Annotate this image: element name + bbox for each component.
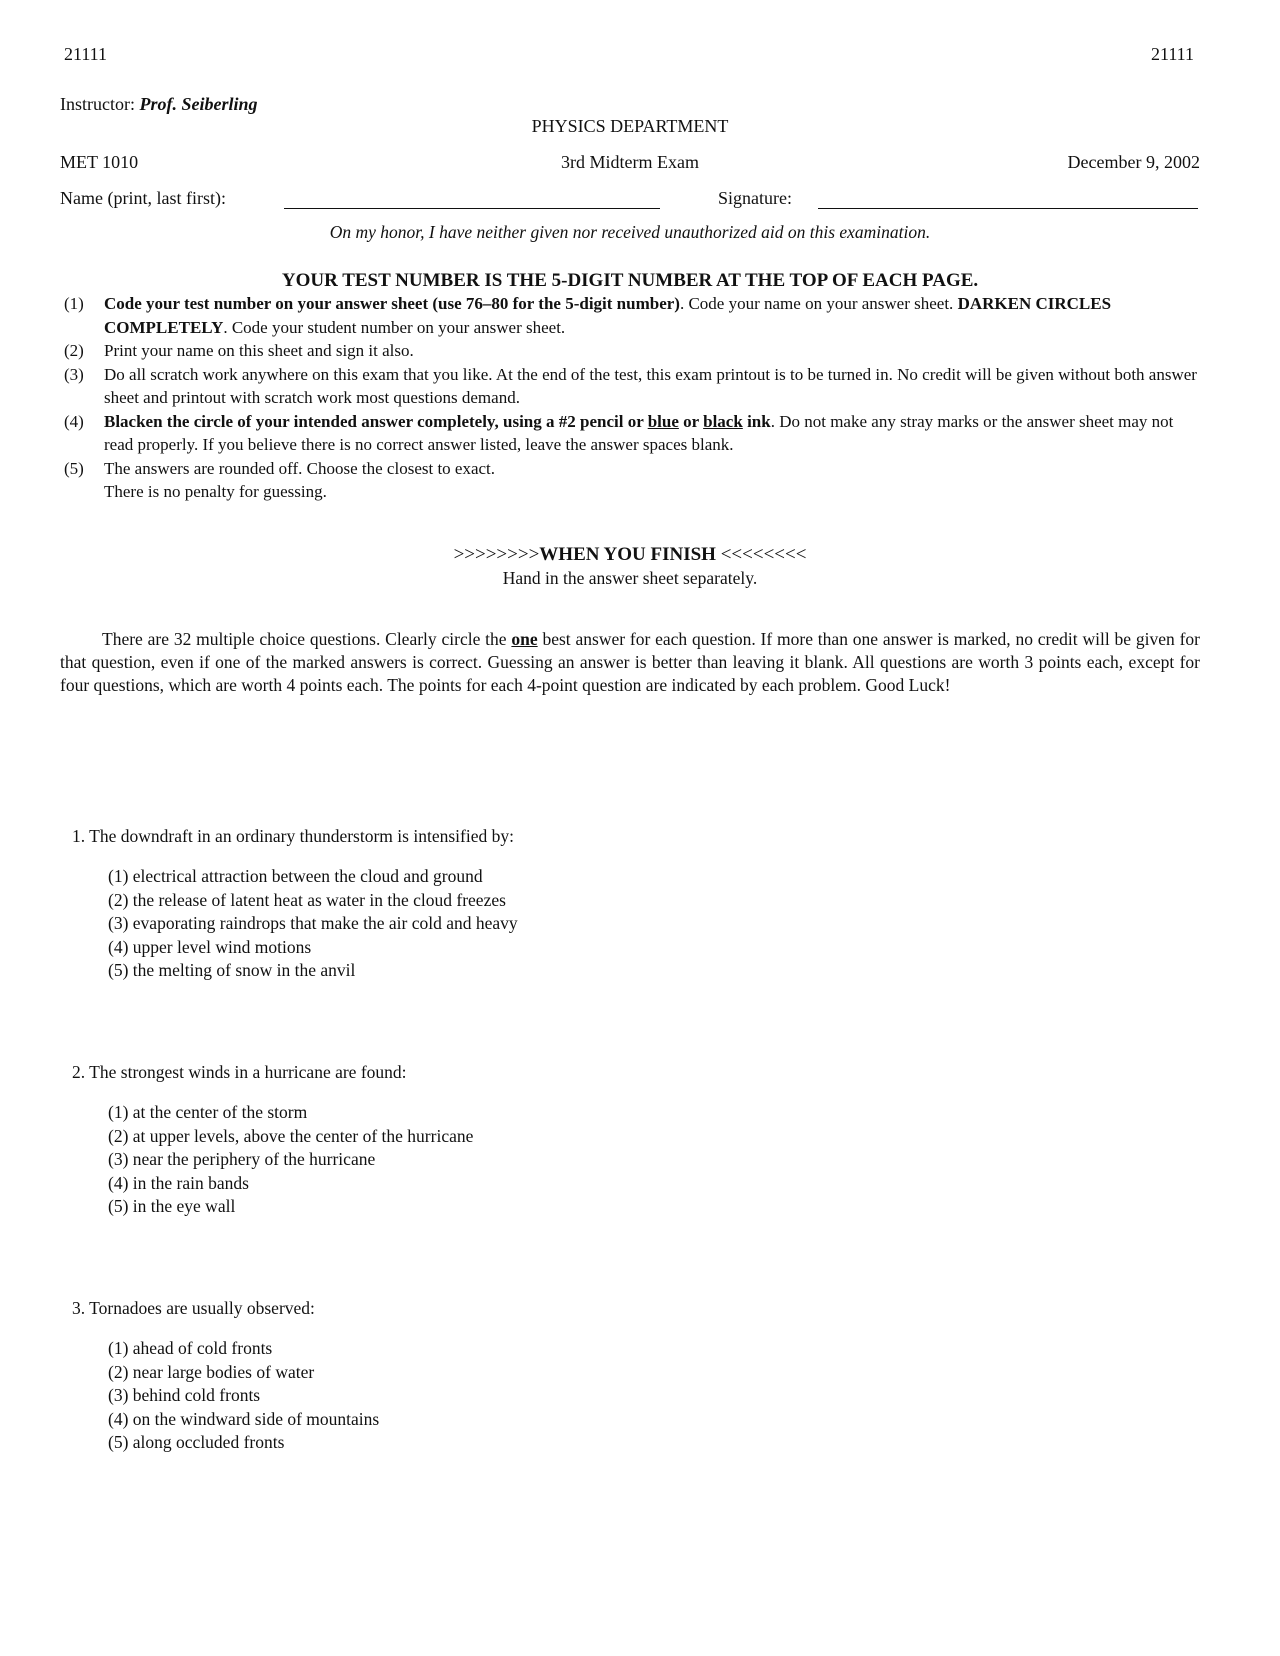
instructor-line: [60, 94, 258, 115]
instruction-list: [60, 292, 1200, 504]
option-item[interactable]: (2) near large bodies of water: [108, 1361, 315, 1382]
signature-field[interactable]: [818, 208, 1198, 209]
option-item[interactable]: (5) in the eye wall: [108, 1196, 236, 1216]
exam-date: December 9, 2002: [1067, 152, 1200, 172]
option-item[interactable]: (2) at upper levels, above the center of the hurricane: [108, 1125, 474, 1146]
question-stem: 3. Tornadoes are usually observed:: [72, 1298, 315, 1318]
instructor-name: Prof. Seiberling: [139, 94, 258, 114]
option-item[interactable]: (3) behind cold fronts: [108, 1385, 261, 1405]
test-number-left: 21111: [64, 44, 107, 64]
honor-statement: On my honor, I have neither given nor received unauthorized aid on this examination.: [329, 222, 931, 242]
option-item[interactable]: (4) on the windward side of mountains: [108, 1408, 380, 1429]
test-number-right: 21111: [1151, 44, 1194, 64]
finish-heading: >>>>>>>>WHEN YOU FINISH <<<<<<<<: [453, 544, 807, 565]
question-1: [72, 826, 518, 983]
course-code: MET 1010: [60, 152, 139, 172]
emphasis-one: one: [511, 629, 538, 649]
option-list: [72, 865, 518, 983]
option-item[interactable]: (3) evaporating raindrops that make the air cold and heavy: [108, 913, 518, 933]
instructor-label: Instructor:: [60, 94, 135, 114]
option-item[interactable]: (5) along occluded fronts: [108, 1432, 285, 1452]
question-3: [72, 1298, 379, 1455]
signature-label: Signature:: [718, 188, 792, 208]
question-stem: 2. The strongest winds in a hurricane are found:: [72, 1062, 407, 1082]
finish-subtitle: Hand in the answer sheet separately.: [502, 568, 758, 588]
option-list: [72, 1337, 379, 1455]
option-item[interactable]: (1) ahead of cold fronts: [108, 1338, 273, 1358]
name-field[interactable]: [284, 208, 660, 209]
instruction-item: (2) Print your name on this sheet and sign it also.: [64, 341, 414, 360]
instruction-item: (1) Code your test number on your answer sheet (use 76–80 for the 5-digit number). Code your name on your answer sheet. DARKEN CIRCLES COMPLETELY. Code your student number on your answer sheet.: [64, 294, 1112, 337]
department-title: PHYSICS DEPARTMENT: [531, 116, 729, 136]
option-item[interactable]: (2) the release of latent heat as water in the cloud freezes: [108, 889, 506, 910]
question-stem: 1. The downdraft in an ordinary thunderstorm is intensified by:: [72, 826, 514, 846]
option-item[interactable]: (1) electrical attraction between the cloud and ground: [108, 866, 483, 886]
name-label: Name (print, last first):: [60, 188, 226, 208]
instruction-item: (4) Blacken the circle of your intended answer completely, using a #2 pencil or blue or black ink. Do not make any stray marks or the answer sheet may not read properly. If you believe there is no correct answer listed, leave the answer spaces blank.: [64, 411, 1174, 454]
instruction-item: (5) The answers are rounded off. Choose the closest to exact. There is no penalty for guessing.: [64, 458, 496, 501]
intro-paragraph: There are 32 multiple choice questions. Clearly circle the one best answer for each question. If more than one answer is marked, no credit will be given for that question, even if one of the marked answers is correct. Guessing an answer is better than leaving it blank. All questions are worth 3 points each, except for four questions, which are worth 4 points each. The points for each 4-point question are indicated by each problem. Good Luck!: [60, 629, 1200, 695]
option-item[interactable]: (5) the melting of snow in the anvil: [108, 960, 356, 980]
option-item[interactable]: (4) upper level wind motions: [108, 936, 312, 957]
test-number-heading: YOUR TEST NUMBER IS THE 5-DIGIT NUMBER AT THE TOP OF EACH PAGE.: [281, 270, 979, 291]
option-list: [72, 1101, 473, 1219]
option-item[interactable]: (1) at the center of the storm: [108, 1102, 308, 1122]
question-2: [72, 1062, 473, 1219]
option-item[interactable]: (3) near the periphery of the hurricane: [108, 1149, 376, 1169]
instruction-item: (3) Do all scratch work anywhere on this exam that you like. At the end of the test, this exam printout is to be turned in. No credit will be given without both answer sheet and printout with scratch work most questions demand.: [64, 364, 1197, 407]
exam-title: 3rd Midterm Exam: [561, 152, 699, 172]
option-item[interactable]: (4) in the rain bands: [108, 1172, 249, 1193]
